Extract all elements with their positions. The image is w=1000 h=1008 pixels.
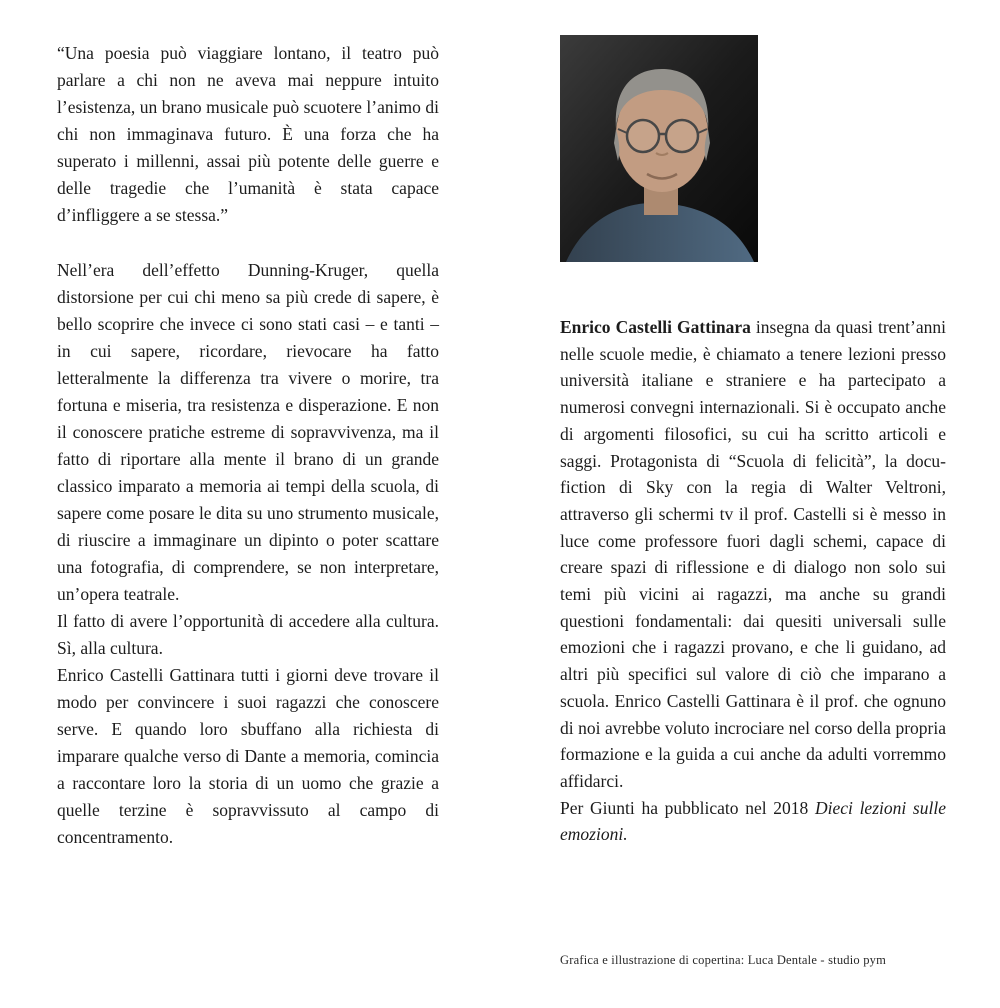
author-bio — [560, 314, 946, 795]
right-column — [560, 35, 946, 848]
author-name: Enrico Castelli Gattinara — [560, 317, 751, 337]
body-paragraph-2: Il fatto di avere l’opportunità di accedere alla cultura. Sì, alla cultura. — [57, 611, 439, 658]
author-portrait-illustration — [560, 35, 758, 262]
author-bio-text: insegna da quasi trent’anni nelle scuole medie, è chiamato a tenere lezioni presso università italiane e straniere e ha partecipato a numerosi convegni internazionali. Si è occupato anche di argomenti filosofici, su cui ha scritto articoli e saggi. Protagonista di “Scuola di felicità”, la docu-fiction di Sky con la regia di Walter Veltroni, attraverso gli schermi tv il prof. Castelli si è messo in luce come professore fuori dagli schemi, capace di creare spazi di riflessione e di dialogo non solo sui temi più vicini ai ragazzi, ma anche su grandi questioni fondamentali: dai quesiti universali sulle emozioni che i ragazzi provano, e che li guidano, ad altri più specifici sul valore di ciò che imparano a scuola. Enrico Castelli Gattinara è il prof. che ognuno di noi avrebbe voluto incrociare nel corso della propria formazione e la guida a cui anche da adulti vorremmo affidarci. — [560, 317, 946, 791]
body-paragraph-3: Enrico Castelli Gattinara tutti i giorni deve trovare il modo per convincere i suoi ragazzi che conoscere serve. E quando loro sbuffano alla richiesta di imparare qualche verso di Dante a memoria, comincia a raccontare loro la storia di un uomo che grazie a quelle terzine è sopravvissuto al campo di concentramento. — [57, 665, 439, 847]
book-title: Dieci lezioni sulle emozioni. — [560, 797, 946, 845]
author-portrait-photo — [560, 35, 758, 262]
body-paragraph-1: Nell’era dell’effetto Dunning-Kruger, quella distorsione per cui chi meno sa più crede di sapere, è bello scoprire che invece ci sono stati casi – e tanti – in cui sapere, ricordare, rievocare ha fatto letteralmente la differenza tra vivere o morire, tra fortuna e miseria, tra resistenza e disperazione. E non il conoscere pratiche estreme di sopravvivenza, ma il fatto di riportare alla mente il brano di un grande classico imparato a memoria ai tempi della scuola, di sapere come posare le dita su uno strumento musicale, di riuscire a immaginare un dipinto o poter scattare una fotografia, di comprendere, se non interpretare, un’opera teatrale. — [57, 260, 439, 604]
left-column — [57, 40, 439, 851]
publication-text: Per Giunti ha pubblicato nel 2018 — [560, 797, 815, 818]
cover-design-credit: Grafica e illustrazione di copertina: Luca Dentale - studio pym — [560, 953, 887, 967]
publication-note — [560, 795, 946, 848]
opening-quote: “Una poesia può viaggiare lontano, il teatro può parlare a chi non ne aveva mai neppure intuito l’esistenza, un brano musicale può scuotere l’animo di chi non immaginava futuro. È una forza che ha superato i millenni, assai più potente delle guerre e delle tragedie che l’umanità è stata capace d’infliggere a se stessa.” — [57, 43, 439, 225]
left-body-text — [57, 257, 439, 851]
